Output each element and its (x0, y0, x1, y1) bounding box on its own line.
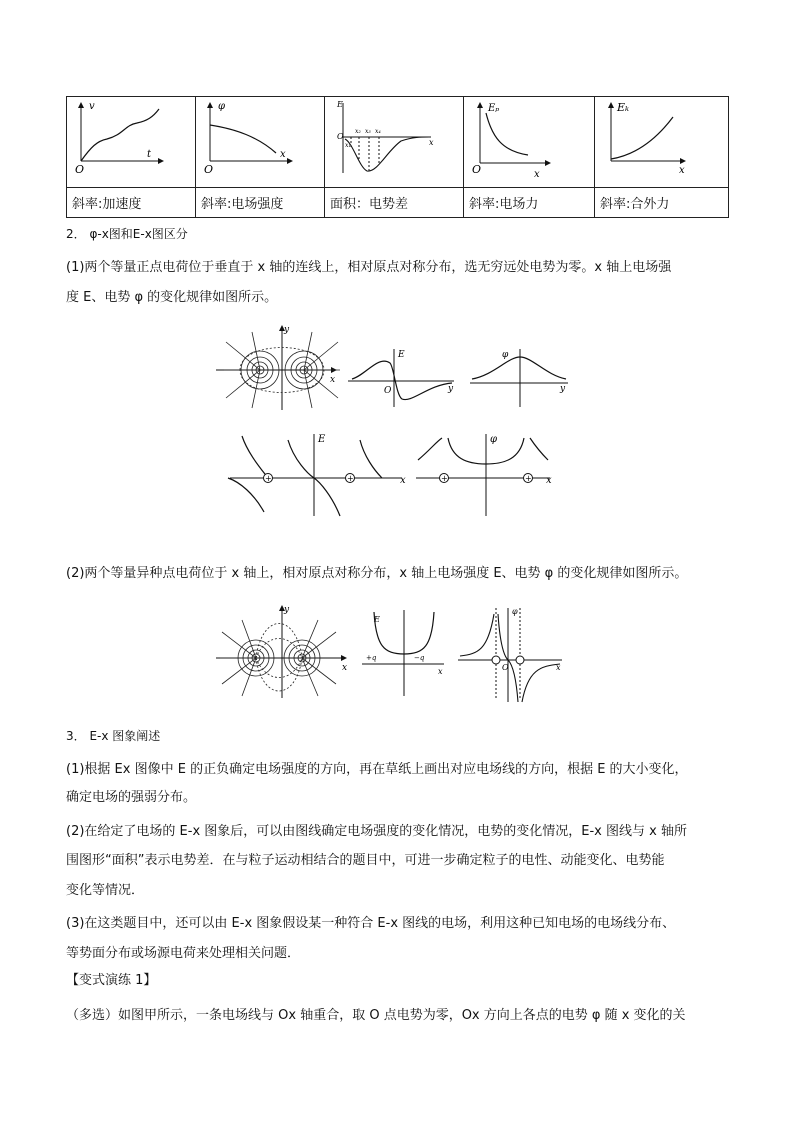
phi-x-graph-opposite (456, 604, 566, 704)
section3-p1-line1: (1)根据 Ex 图像中 E 的正负确定电场强度的方向，再在草纸上画出对应电场线的方向，根据 E 的大小变化， (66, 762, 688, 777)
e-x-graph (325, 97, 463, 183)
x-axis-label: x (546, 475, 552, 486)
graph-cell-v-t (67, 97, 196, 188)
section3-p3-line2: 等势面分布或场源电荷来处理相关问题． (66, 946, 301, 961)
exercise-line1: （多选）如图甲所示，一条电场线与 Ox 轴重合，取 O 点电势为零，Ox 方向上各点的电势 φ 随 x 变化的关 (66, 1008, 686, 1023)
charge-label: + (441, 474, 448, 483)
x-axis-label: x (280, 149, 286, 160)
y-axis-label: y (284, 325, 290, 335)
origin-label: O (337, 132, 344, 141)
opposite-charges-field-diagram (212, 602, 352, 700)
caption-row (67, 188, 729, 218)
graph-caption: 斜率:合外力 (595, 188, 729, 218)
origin-label: O (204, 163, 214, 176)
y-axis-label: v (89, 101, 95, 112)
e-axis-label: E (318, 434, 326, 445)
x-axis-label: x (679, 165, 685, 176)
ek-x-graph (595, 97, 723, 183)
y-axis-label: Eₚ (488, 103, 500, 114)
phi-x-graph (196, 97, 324, 183)
y-axis-label: y (284, 605, 290, 615)
section2-para1-line2: 度 E、电势 φ 的变化规律如图所示。 (66, 290, 278, 305)
charge-label: + (347, 474, 354, 483)
graph-cell-ep-x (464, 97, 595, 188)
x-axis-label: x (438, 667, 443, 676)
e-y-graph-positive (348, 345, 458, 409)
graph-caption: 斜率:电场力 (464, 188, 595, 218)
e-x-graph-positive-charges (224, 430, 410, 518)
x-axis-label: x (429, 138, 434, 147)
x-axis-label: t (147, 149, 152, 160)
positive-charges-field-diagram (212, 322, 342, 412)
e-axis-label: E (374, 615, 380, 624)
point-label: x₄ (375, 128, 381, 135)
charge-label: + (265, 474, 272, 483)
section3-p2-line3: 变化等情况． (66, 883, 145, 898)
phi-axis-label: φ (490, 434, 498, 445)
section2-para1-line1: (1)两个等量正点电荷位于垂直于 x 轴的连线上，相对原点对称分布，选无穷远处电势为零。x 轴上电场强 (66, 260, 672, 275)
graph-caption: 斜率:加速度 (67, 188, 196, 218)
x-axis-label: x (556, 663, 561, 672)
y-axis-label: φ (218, 101, 226, 112)
x-axis-label: x (400, 475, 406, 486)
graph-cell-ek-x (595, 97, 729, 188)
phi-x-graph-positive-charges (412, 430, 558, 518)
section3-p2-line1: (2)在给定了电场的 E-x 图象后，可以由图线确定电场强度的变化情况，电势的变化情况，E-x 图线与 x 轴所 (66, 824, 687, 839)
exercise-title: 【变式演练 1】 (66, 973, 157, 988)
phi-axis-label: φ (512, 607, 518, 616)
origin-label: O (384, 386, 392, 396)
point-label: x₂ (355, 128, 361, 135)
phi-axis-label: φ (502, 350, 509, 360)
graph-row (67, 97, 729, 188)
section3-heading: 3． E-x 图象阐述 (66, 729, 161, 743)
section2-heading: 2． φ-x图和E-x图区分 (66, 227, 188, 241)
point-label: x₁ (345, 142, 351, 149)
section3-p2-line2: 围图形“面积”表示电势差．在与粒子运动相结合的题目中，可进一步确定粒子的电性、动能变化、电势能 (66, 853, 665, 868)
y-axis-label: y (448, 384, 454, 394)
charge-label: + (525, 474, 532, 483)
graph-cell-phi-x (196, 97, 325, 188)
x-axis-label: x (330, 375, 336, 385)
x-axis-label: x (342, 663, 348, 673)
y-axis-label: Eₖ (617, 101, 630, 114)
negative-charge-label: −q (414, 654, 425, 662)
e-x-graph-opposite (360, 606, 450, 698)
x-axis-label: x (534, 169, 540, 180)
graph-table (66, 96, 729, 218)
graph-caption: 斜率:电场强度 (196, 188, 325, 218)
origin-label: O (472, 163, 482, 176)
section2-para2: (2)两个等量异种点电荷位于 x 轴上，相对原点对称分布，x 轴上电场强度 E、电势 φ 的变化规律如图所示。 (66, 566, 688, 581)
graph-caption: 面积：电势差 (325, 188, 464, 218)
point-label: x₃ (365, 128, 371, 135)
positive-charge-label: +q (366, 654, 377, 662)
origin-label: O (502, 663, 509, 672)
e-axis-label: E (398, 350, 405, 360)
y-axis-label: E (337, 100, 343, 109)
origin-label: O (75, 163, 85, 176)
section3-p1-line2: 确定电场的强弱分布。 (66, 790, 197, 805)
v-t-graph (67, 97, 195, 183)
graph-cell-e-x (325, 97, 464, 188)
ep-x-graph (464, 97, 594, 183)
section3-p3-line1: (3)在这类题目中，还可以由 E-x 图象假设某一种符合 E-x 图线的电场，利用这种已知电场的电场线分布、 (66, 916, 676, 931)
y-axis-label: y (560, 384, 566, 394)
phi-y-graph-positive (468, 345, 572, 409)
